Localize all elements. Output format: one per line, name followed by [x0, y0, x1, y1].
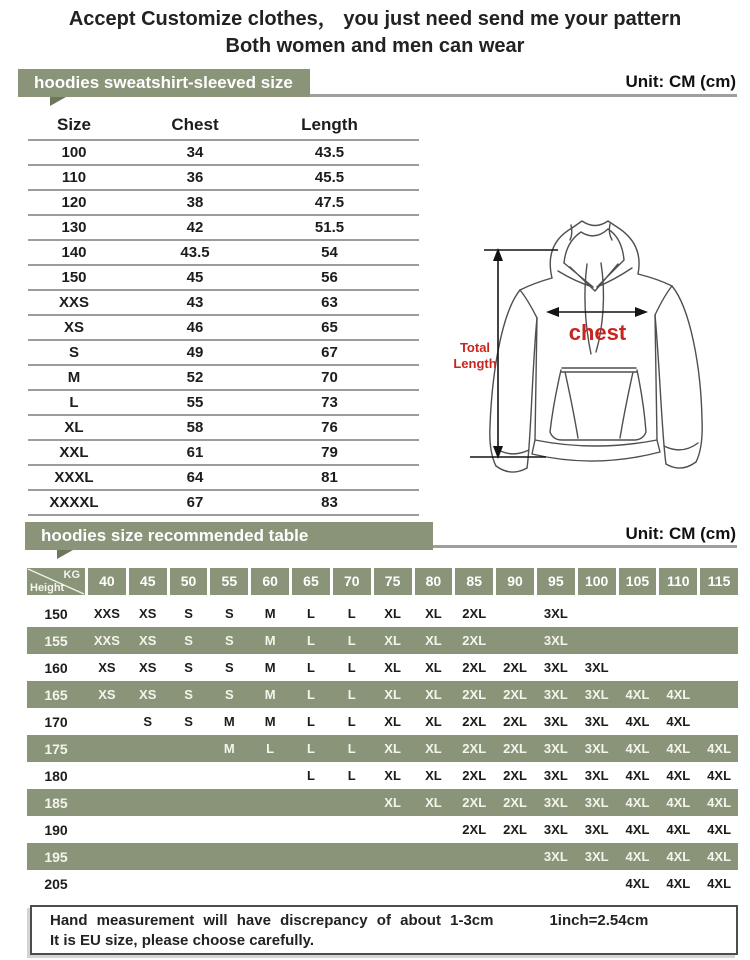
recommended-size-cell: S: [184, 660, 193, 675]
recommended-size-cell: S: [225, 633, 234, 648]
recommended-size-cell: M: [264, 687, 276, 702]
matrix-row: [27, 654, 738, 681]
recommended-size-cell: 3XL: [543, 606, 568, 621]
recommended-size-cell: 4XL: [707, 795, 732, 810]
recommended-size-cell: 2XL: [462, 660, 487, 675]
recommended-size-cell: 2XL: [503, 687, 527, 702]
recommended-size-cell: 4XL: [625, 741, 650, 756]
section1-unit: Unit: CM (cm): [625, 72, 736, 91]
hoodie-measurement-diagram: [440, 200, 740, 495]
height-cell: 160: [44, 659, 68, 676]
recommended-size-cell: XS: [139, 606, 157, 621]
recommended-size-cell: M: [223, 714, 235, 729]
section2-unit: Unit: CM (cm): [625, 524, 736, 543]
length-cell: 54: [270, 240, 419, 265]
height-cell: 170: [44, 713, 68, 730]
size-table-row: [28, 365, 419, 390]
note-inch-conversion: 1inch=2.54cm: [549, 912, 649, 929]
recommended-size-cell: S: [225, 687, 234, 702]
size-table-row: [28, 240, 419, 265]
recommended-size-cell: XL: [384, 633, 401, 648]
matrix-row: [27, 708, 738, 735]
recommended-size-cell: 2XL: [462, 795, 487, 810]
recommended-size-cell: 3XL: [543, 714, 568, 729]
recommended-size-cell: 4XL: [625, 687, 650, 702]
measurement-note-box: [30, 905, 738, 955]
height-cell: 185: [44, 794, 68, 811]
size-table-row: [28, 190, 419, 215]
banner-tail-icon: [57, 550, 73, 559]
matrix-row: [27, 816, 738, 843]
recommended-size-cell: S: [184, 714, 193, 729]
matrix-row: [27, 600, 738, 627]
size-table-row: [28, 140, 419, 165]
size-table-row: [28, 215, 419, 240]
recommended-size-cell: XL: [384, 795, 401, 810]
recommended-size-cell: 3XL: [543, 849, 568, 864]
size-table-row: [28, 315, 419, 340]
matrix-row: [27, 627, 738, 654]
recommended-size-cell: 4XL: [707, 741, 732, 756]
length-cell: 79: [270, 440, 419, 465]
recommended-size-cell: XS: [139, 687, 157, 702]
recommended-size-cell: 2XL: [503, 714, 527, 729]
length-cell: 63: [270, 290, 419, 315]
recommended-size-cell: 3XL: [584, 768, 609, 783]
weight-header-cell: 85: [455, 568, 493, 595]
recommended-size-cell: 4XL: [625, 795, 650, 810]
weight-header-cell: 110: [659, 568, 697, 595]
size-table: [28, 110, 419, 516]
recommended-size-cell: L: [306, 714, 315, 729]
chest-cell: 42: [120, 215, 270, 240]
recommended-size-cell: XL: [384, 660, 401, 675]
weight-header-cell: 115: [700, 568, 738, 595]
matrix-row: [27, 762, 738, 789]
chest-cell: 58: [120, 415, 270, 440]
recommended-size-cell: 3XL: [584, 822, 609, 837]
length-cell: 73: [270, 390, 419, 415]
length-cell: 67: [270, 340, 419, 365]
size-cell: XXXXL: [28, 490, 120, 515]
recommended-size-cell: 3XL: [543, 795, 568, 810]
recommended-size-cell: 3XL: [543, 741, 568, 756]
recommended-size-cell: 4XL: [625, 876, 650, 891]
size-cell: 100: [28, 140, 120, 165]
recommended-size-cell: 4XL: [625, 768, 650, 783]
size-cell: XL: [28, 415, 120, 440]
recommended-size-cell: M: [264, 660, 276, 675]
size-cell: 120: [28, 190, 120, 215]
chest-label: chest: [568, 320, 627, 345]
recommended-size-cell: 2XL: [462, 633, 487, 648]
matrix-row: [27, 789, 738, 816]
weight-header-cell: 45: [129, 568, 167, 595]
size-table-row: [28, 415, 419, 440]
height-cell: 205: [44, 875, 68, 892]
recommended-size-cell: 3XL: [543, 822, 568, 837]
size-cell: XXL: [28, 440, 120, 465]
recommended-size-cell: 3XL: [584, 687, 609, 702]
recommended-size-cell: 2XL: [462, 768, 487, 783]
recommended-size-cell: XL: [425, 660, 442, 675]
recommended-size-cell: 4XL: [666, 849, 691, 864]
recommended-size-cell: 4XL: [666, 741, 691, 756]
recommended-size-cell: XL: [384, 768, 401, 783]
recommended-size-cell: 4XL: [666, 687, 691, 702]
section1-banner-label: hoodies sweatshirt-sleeved size table: [34, 73, 293, 120]
recommended-size-cell: S: [143, 714, 153, 729]
height-cell: 165: [44, 686, 68, 703]
recommended-size-cell: L: [266, 741, 275, 756]
chest-cell: 46: [120, 315, 270, 340]
recommended-size-cell: 4XL: [707, 849, 732, 864]
height-cell: 150: [44, 605, 68, 622]
matrix-row: [27, 870, 738, 897]
recommended-size-cell: S: [225, 606, 234, 621]
recommended-size-cell: XL: [425, 606, 442, 621]
kg-height-corner-cell: [27, 568, 85, 595]
length-column-header: Length: [270, 110, 419, 140]
size-table-header-row: [28, 110, 419, 140]
weight-header-cell: 40: [88, 568, 126, 595]
recommended-size-cell: L: [347, 633, 356, 648]
note-line1: [50, 912, 736, 929]
matrix-row: [27, 681, 738, 708]
size-table-row: [28, 440, 419, 465]
recommended-size-cell: 2XL: [503, 660, 527, 675]
recommended-size-cell: XS: [98, 687, 116, 702]
recommended-size-cell: L: [347, 606, 356, 621]
recommended-size-cell: 2XL: [462, 741, 487, 756]
recommended-size-table: [27, 568, 738, 897]
size-table-row: [28, 340, 419, 365]
recommended-size-cell: 2XL: [503, 795, 527, 810]
recommended-size-cell: XL: [425, 768, 442, 783]
recommended-size-cell: 2XL: [462, 606, 487, 621]
recommended-size-cell: 3XL: [543, 768, 568, 783]
recommended-size-cell: M: [264, 714, 276, 729]
size-table-row: [28, 165, 419, 190]
recommended-size-cell: 2XL: [503, 741, 527, 756]
recommended-size-cell: XL: [425, 633, 442, 648]
headline-line2: Both women and men can wear: [225, 35, 525, 57]
weight-header-cell: 70: [333, 568, 371, 595]
chest-cell: 55: [120, 390, 270, 415]
length-cell: 70: [270, 365, 419, 390]
size-table-row: [28, 390, 419, 415]
recommended-size-cell: 3XL: [584, 741, 609, 756]
note-line2: It is EU size, please choose carefully.: [50, 932, 315, 949]
section2-rule: [433, 545, 737, 548]
recommended-size-cell: S: [225, 660, 234, 675]
recommended-size-cell: 3XL: [543, 660, 568, 675]
recommended-size-cell: L: [306, 660, 315, 675]
recommended-size-cell: L: [306, 741, 315, 756]
length-cell: 43.5: [270, 140, 419, 165]
corner-height-label: Height: [30, 582, 65, 594]
section2-banner: [25, 522, 433, 550]
recommended-size-cell: 4XL: [707, 876, 732, 891]
headline-line1: Accept Customize clothes， you just need send me your pattern: [68, 8, 682, 30]
recommended-size-cell: M: [264, 633, 276, 648]
recommended-size-cell: L: [306, 606, 315, 621]
weight-header-cell: 100: [578, 568, 616, 595]
recommended-size-cell: 3XL: [543, 687, 568, 702]
weight-header-cell: 65: [292, 568, 330, 595]
recommended-size-cell: XL: [384, 687, 401, 702]
recommended-size-cell: XS: [139, 660, 157, 675]
recommended-size-cell: S: [184, 633, 193, 648]
recommended-size-cell: XS: [98, 660, 116, 675]
corner-kg-label: KG: [63, 569, 80, 581]
size-cell: XS: [28, 315, 120, 340]
weight-header-cell: 95: [537, 568, 575, 595]
recommended-size-cell: 2XL: [462, 687, 487, 702]
recommended-size-cell: L: [347, 768, 356, 783]
chest-cell: 43.5: [120, 240, 270, 265]
recommended-size-cell: 4XL: [666, 876, 691, 891]
length-cell: 76: [270, 415, 419, 440]
recommended-size-cell: XL: [425, 741, 442, 756]
size-cell: XXS: [28, 290, 120, 315]
length-cell: 65: [270, 315, 419, 340]
size-table-row: [28, 490, 419, 515]
chest-cell: 52: [120, 365, 270, 390]
recommended-size-cell: XL: [425, 687, 442, 702]
recommended-size-cell: S: [184, 687, 193, 702]
recommended-size-cell: 4XL: [625, 822, 650, 837]
size-cell: S: [28, 340, 120, 365]
recommended-size-cell: XL: [425, 714, 442, 729]
chest-cell: 61: [120, 440, 270, 465]
recommended-size-cell: 3XL: [584, 849, 609, 864]
recommended-size-cell: XXS: [93, 606, 120, 621]
recommended-size-cell: 4XL: [625, 849, 650, 864]
recommended-size-cell: 3XL: [584, 714, 609, 729]
section1-rule: [310, 94, 737, 97]
recommended-size-cell: 2XL: [503, 768, 527, 783]
size-cell: L: [28, 390, 120, 415]
weight-header-cell: 80: [415, 568, 453, 595]
length-cell: 83: [270, 490, 419, 515]
length-cell: 51.5: [270, 215, 419, 240]
recommended-size-cell: M: [264, 606, 276, 621]
weight-header-cell: 90: [496, 568, 534, 595]
recommended-size-cell: 4XL: [707, 822, 732, 837]
recommended-size-cell: XXS: [93, 633, 120, 648]
recommended-size-cell: S: [184, 606, 193, 621]
recommended-size-cell: L: [306, 687, 315, 702]
recommended-size-cell: XL: [425, 795, 442, 810]
chest-cell: 67: [120, 490, 270, 515]
recommended-size-cell: XL: [384, 606, 401, 621]
recommended-size-cell: L: [347, 741, 356, 756]
height-cell: 175: [44, 740, 68, 757]
size-cell: M: [28, 365, 120, 390]
weight-header-cell: 105: [619, 568, 657, 595]
recommended-size-cell: L: [306, 633, 315, 648]
chest-cell: 64: [120, 465, 270, 490]
size-cell: 130: [28, 215, 120, 240]
recommended-size-cell: XL: [384, 714, 401, 729]
recommended-size-cell: L: [347, 687, 356, 702]
height-cell: 195: [44, 848, 68, 865]
matrix-row: [27, 843, 738, 870]
size-column-header: Size: [28, 110, 120, 140]
size-cell: 150: [28, 265, 120, 290]
size-cell: XXXL: [28, 465, 120, 490]
note-discrepancy-text: Hand measurement will have discrepancy of about 1-3cm: [50, 912, 494, 929]
recommended-size-cell: XL: [384, 741, 401, 756]
recommended-size-cell: M: [223, 741, 235, 756]
recommended-size-cell: 4XL: [625, 714, 650, 729]
banner-tail-icon: [50, 97, 66, 106]
matrix-row: [27, 735, 738, 762]
size-table-row: [28, 265, 419, 290]
recommended-size-cell: L: [347, 714, 356, 729]
recommended-size-cell: 2XL: [462, 714, 487, 729]
matrix-header-row: [27, 568, 738, 595]
size-cell: 140: [28, 240, 120, 265]
size-table-row: [28, 465, 419, 490]
recommended-size-cell: 2XL: [462, 822, 487, 837]
length-cell: 81: [270, 465, 419, 490]
length-cell: 56: [270, 265, 419, 290]
chest-cell: 43: [120, 290, 270, 315]
recommended-size-cell: 2XL: [503, 822, 527, 837]
recommended-size-cell: 4XL: [666, 822, 691, 837]
recommended-size-cell: L: [306, 768, 315, 783]
chest-cell: 38: [120, 190, 270, 215]
weight-header-cell: 50: [170, 568, 208, 595]
chest-column-header: Chest: [120, 110, 270, 140]
headline: [0, 6, 750, 60]
weight-header-cell: 60: [251, 568, 289, 595]
weight-header-cell: 75: [374, 568, 412, 595]
length-cell: 45.5: [270, 165, 419, 190]
size-table-row: [28, 290, 419, 315]
recommended-size-cell: XS: [139, 633, 157, 648]
section2-banner-label: hoodies size recommended table: [41, 526, 309, 545]
chest-cell: 34: [120, 140, 270, 165]
section1-banner: [18, 69, 310, 120]
recommended-size-cell: 3XL: [584, 795, 609, 810]
chest-cell: 36: [120, 165, 270, 190]
length-cell: 47.5: [270, 190, 419, 215]
total-length-label: Total Length: [453, 340, 497, 371]
recommended-size-cell: 4XL: [666, 714, 691, 729]
recommended-size-cell: 4XL: [707, 768, 732, 783]
weight-header-cell: 55: [210, 568, 248, 595]
chest-cell: 45: [120, 265, 270, 290]
chest-cell: 49: [120, 340, 270, 365]
recommended-size-cell: 4XL: [666, 768, 691, 783]
height-cell: 155: [44, 632, 68, 649]
size-cell: 110: [28, 165, 120, 190]
recommended-size-cell: 3XL: [543, 633, 568, 648]
height-cell: 190: [44, 821, 68, 838]
height-cell: 180: [44, 767, 68, 784]
recommended-size-cell: 4XL: [666, 795, 691, 810]
recommended-size-cell: 3XL: [584, 660, 609, 675]
recommended-size-cell: L: [347, 660, 356, 675]
